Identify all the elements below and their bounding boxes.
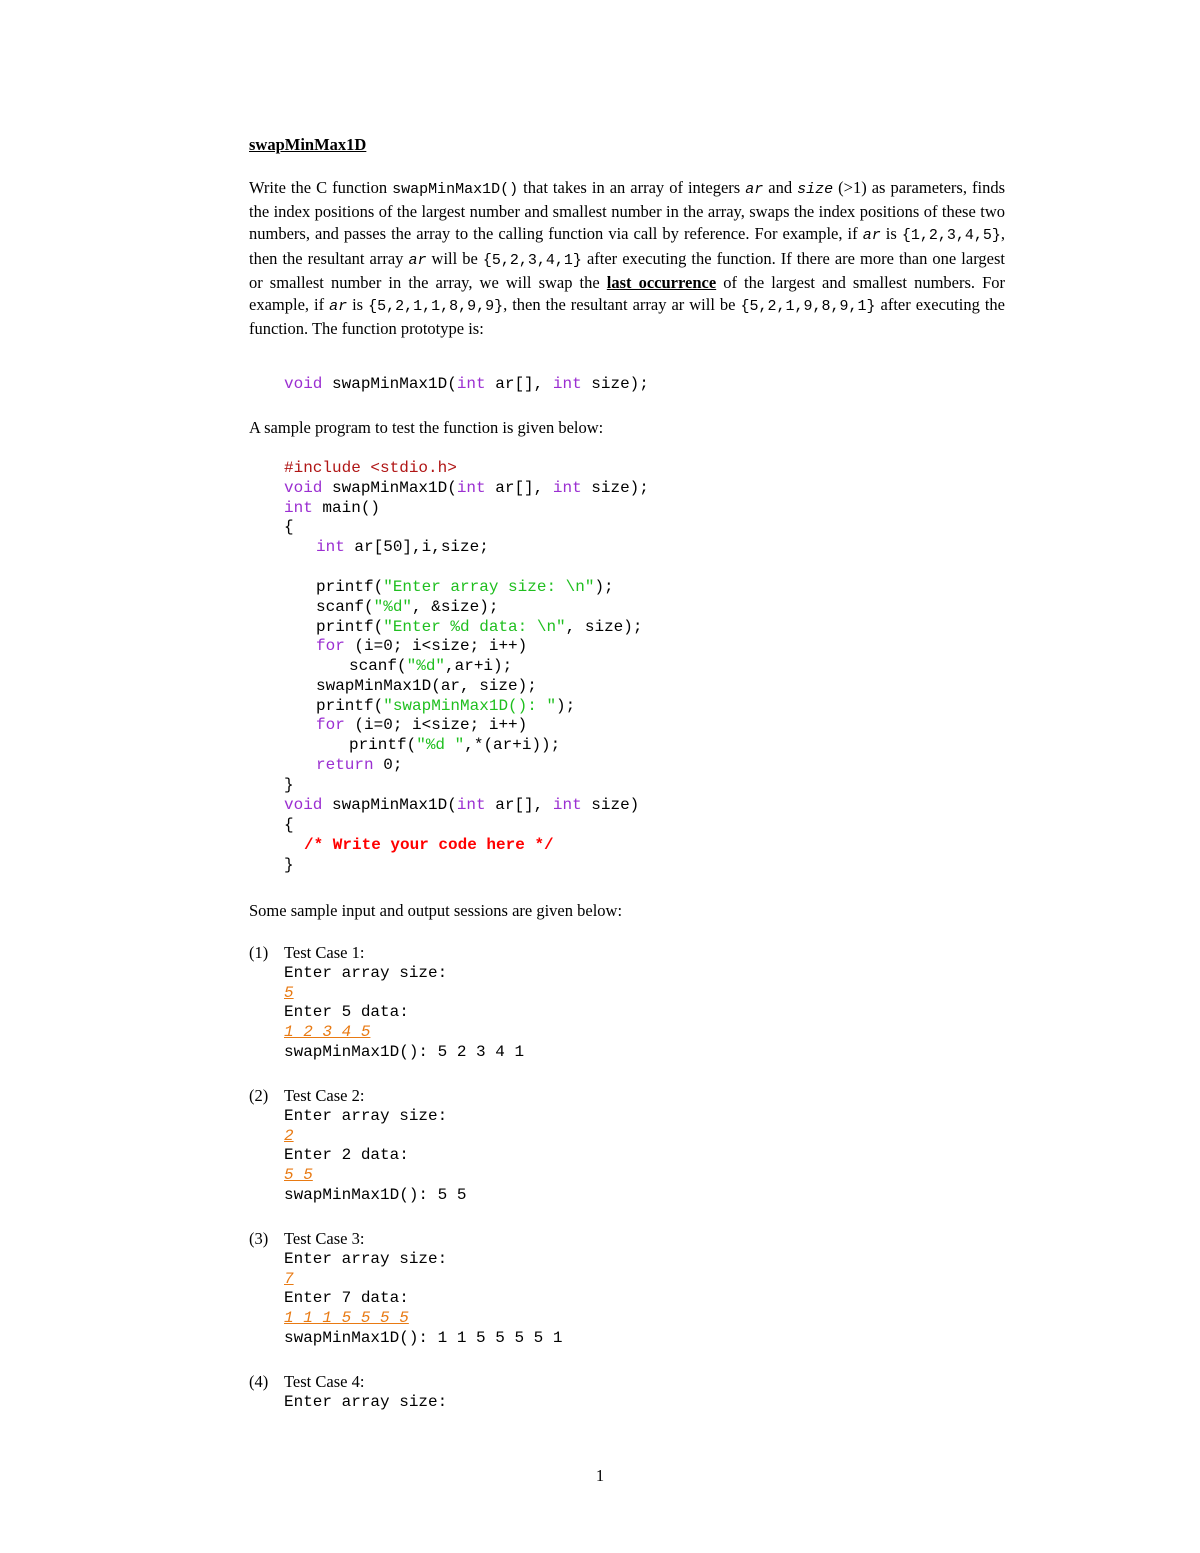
code-line: } bbox=[284, 776, 294, 794]
prompt-text: Enter array size: bbox=[284, 1393, 448, 1411]
string-literal: "Enter array size: \n" bbox=[383, 578, 595, 596]
code-text: scanf( bbox=[316, 598, 374, 616]
prompt-text: Enter array size: bbox=[284, 964, 448, 982]
code-text: printf( bbox=[349, 736, 417, 754]
code-line: { bbox=[284, 518, 294, 536]
string-literal: "%d " bbox=[416, 736, 465, 754]
code-line bbox=[316, 538, 489, 556]
prompt-text: Enter 2 data: bbox=[284, 1146, 409, 1164]
code-text: ar[], bbox=[485, 796, 553, 814]
code-text: , &size); bbox=[412, 598, 499, 616]
output-text: swapMinMax1D(): 1 1 5 5 5 5 1 bbox=[284, 1329, 563, 1347]
code-line bbox=[316, 756, 402, 774]
code-text: swapMinMax1D( bbox=[322, 375, 457, 393]
code-line: swapMinMax1D(ar, size); bbox=[316, 677, 537, 695]
param-ar: ar bbox=[408, 251, 427, 269]
code-line bbox=[284, 796, 639, 814]
prompt-text: Enter array size: bbox=[284, 1250, 448, 1268]
test-case-number: (4) bbox=[249, 1372, 269, 1391]
keyword: int bbox=[552, 375, 582, 393]
keyword: for bbox=[316, 716, 345, 734]
prompt-text: Enter 7 data: bbox=[284, 1289, 409, 1307]
function-prototype bbox=[284, 375, 649, 393]
code-text: ); bbox=[556, 697, 576, 715]
intro-text: , then the resultant array ar will be bbox=[503, 295, 741, 315]
code-text: (i=0; i<size; i++) bbox=[344, 716, 528, 734]
param-ar: ar bbox=[745, 181, 764, 198]
code-text: printf( bbox=[316, 578, 384, 596]
test-case-label: Test Case 2: bbox=[284, 1086, 365, 1105]
code-text: size); bbox=[581, 479, 649, 497]
output-text: swapMinMax1D(): 5 2 3 4 1 bbox=[284, 1043, 525, 1061]
prompt-text: Enter 5 data: bbox=[284, 1003, 409, 1021]
code-text: printf( bbox=[316, 697, 384, 715]
intro-text: is bbox=[347, 295, 369, 315]
code-line bbox=[316, 618, 642, 636]
code-text: 0; bbox=[373, 756, 403, 774]
param-size: size bbox=[797, 181, 834, 198]
example-array: {1,2,3,4,5} bbox=[901, 227, 1001, 245]
emphasis-text: last occurrence bbox=[606, 272, 717, 292]
example-array: {5,2,1,9,8,9,1} bbox=[740, 298, 876, 316]
string-literal: "%d" bbox=[406, 657, 446, 675]
user-input: 5 bbox=[284, 984, 294, 1002]
intro-text: Write the C function bbox=[249, 178, 393, 197]
code-text: printf( bbox=[316, 618, 384, 636]
sample-intro: A sample program to test the function is given below: bbox=[249, 418, 604, 437]
code-text: (i=0; i<size; i++) bbox=[344, 637, 528, 655]
keyword: void bbox=[284, 479, 323, 497]
user-input: 2 bbox=[284, 1127, 294, 1145]
example-array: {5,2,1,1,8,9,9} bbox=[368, 298, 504, 316]
prompt-text: Enter array size: bbox=[284, 1107, 448, 1125]
user-input: 7 bbox=[284, 1270, 294, 1288]
code-text: main() bbox=[312, 499, 381, 517]
keyword: int bbox=[552, 796, 582, 814]
code-text: ar[50],i,size; bbox=[344, 538, 489, 556]
code-line bbox=[316, 716, 527, 734]
code-line bbox=[316, 598, 498, 616]
code-line bbox=[284, 499, 380, 517]
user-input: 1 1 1 5 5 5 5 bbox=[284, 1309, 409, 1327]
keyword: int bbox=[456, 796, 486, 814]
output-text: swapMinMax1D(): 5 5 bbox=[284, 1186, 467, 1204]
code-line: { bbox=[284, 816, 294, 834]
test-case-label: Test Case 3: bbox=[284, 1229, 365, 1248]
code-line bbox=[349, 736, 560, 754]
code-line: #include <stdio.h> bbox=[284, 459, 457, 477]
intro-text: of the largest and smallest numbers. For example, if bbox=[249, 272, 1005, 315]
user-input: 5 5 bbox=[284, 1166, 313, 1184]
keyword: int bbox=[316, 538, 345, 556]
code-text: scanf( bbox=[349, 657, 407, 675]
intro-text: after executing the function. If there are more than one largest or smallest number in the array, we will swap the bbox=[249, 248, 1005, 292]
intro-text: (>1) as parameters, finds the index positions of the largest number and smallest number in the array, swaps the index positions of these two numbers, and passes the array to the calling function via call by reference. For example, if bbox=[249, 178, 1005, 244]
string-literal: "%d" bbox=[373, 598, 413, 616]
test-case-label: Test Case 1: bbox=[284, 943, 365, 962]
code-line bbox=[316, 637, 527, 655]
intro-text: and bbox=[763, 178, 798, 197]
code-line: } bbox=[284, 856, 294, 874]
code-text: ar[], bbox=[485, 375, 553, 393]
code-text: swapMinMax1D( bbox=[322, 479, 457, 497]
code-text: size); bbox=[581, 375, 649, 393]
test-case-number: (1) bbox=[249, 943, 269, 962]
code-comment: /* Write your code here */ bbox=[304, 836, 554, 854]
test-case-number: (2) bbox=[249, 1086, 269, 1105]
keyword: int bbox=[552, 479, 582, 497]
intro-text: after executing the function. The function prototype is: bbox=[249, 295, 1005, 339]
code-text: , size); bbox=[565, 618, 643, 636]
keyword: return bbox=[316, 756, 374, 774]
example-array: {5,2,3,4,1} bbox=[482, 251, 582, 269]
code-text: swapMinMax1D( bbox=[322, 796, 457, 814]
test-case-number: (3) bbox=[249, 1229, 269, 1248]
test-case-label: Test Case 4: bbox=[284, 1372, 365, 1391]
keyword: int bbox=[284, 499, 313, 517]
code-line bbox=[284, 479, 649, 497]
code-text: ,ar+i); bbox=[445, 657, 513, 675]
code-text: ,*(ar+i)); bbox=[464, 736, 561, 754]
keyword: void bbox=[284, 375, 323, 393]
param-ar: ar bbox=[862, 227, 881, 245]
keyword: int bbox=[456, 479, 486, 497]
sessions-intro: Some sample input and output sessions are given below: bbox=[249, 901, 623, 920]
keyword: for bbox=[316, 637, 345, 655]
keyword: int bbox=[456, 375, 486, 393]
string-literal: "swapMinMax1D(): " bbox=[383, 697, 557, 715]
intro-text: , then the resultant array bbox=[249, 224, 1005, 268]
code-text: ar[], bbox=[485, 479, 553, 497]
page-number: 1 bbox=[595, 1466, 605, 1485]
param-ar: ar bbox=[329, 298, 348, 316]
intro-text: that takes in an array of integers bbox=[518, 178, 746, 197]
intro-text: is bbox=[880, 224, 902, 244]
keyword: void bbox=[284, 796, 323, 814]
code-line bbox=[349, 657, 512, 675]
code-text: size) bbox=[581, 796, 640, 814]
page-title: swapMinMax1D bbox=[249, 135, 367, 154]
intro-paragraph bbox=[249, 177, 1005, 340]
string-literal: "Enter %d data: \n" bbox=[383, 618, 566, 636]
code-text: ); bbox=[594, 578, 614, 596]
intro-text: will be bbox=[426, 248, 483, 268]
code-line bbox=[316, 697, 575, 715]
user-input: 1 2 3 4 5 bbox=[284, 1023, 371, 1041]
function-name: swapMinMax1D() bbox=[392, 181, 519, 198]
code-line bbox=[316, 578, 614, 596]
